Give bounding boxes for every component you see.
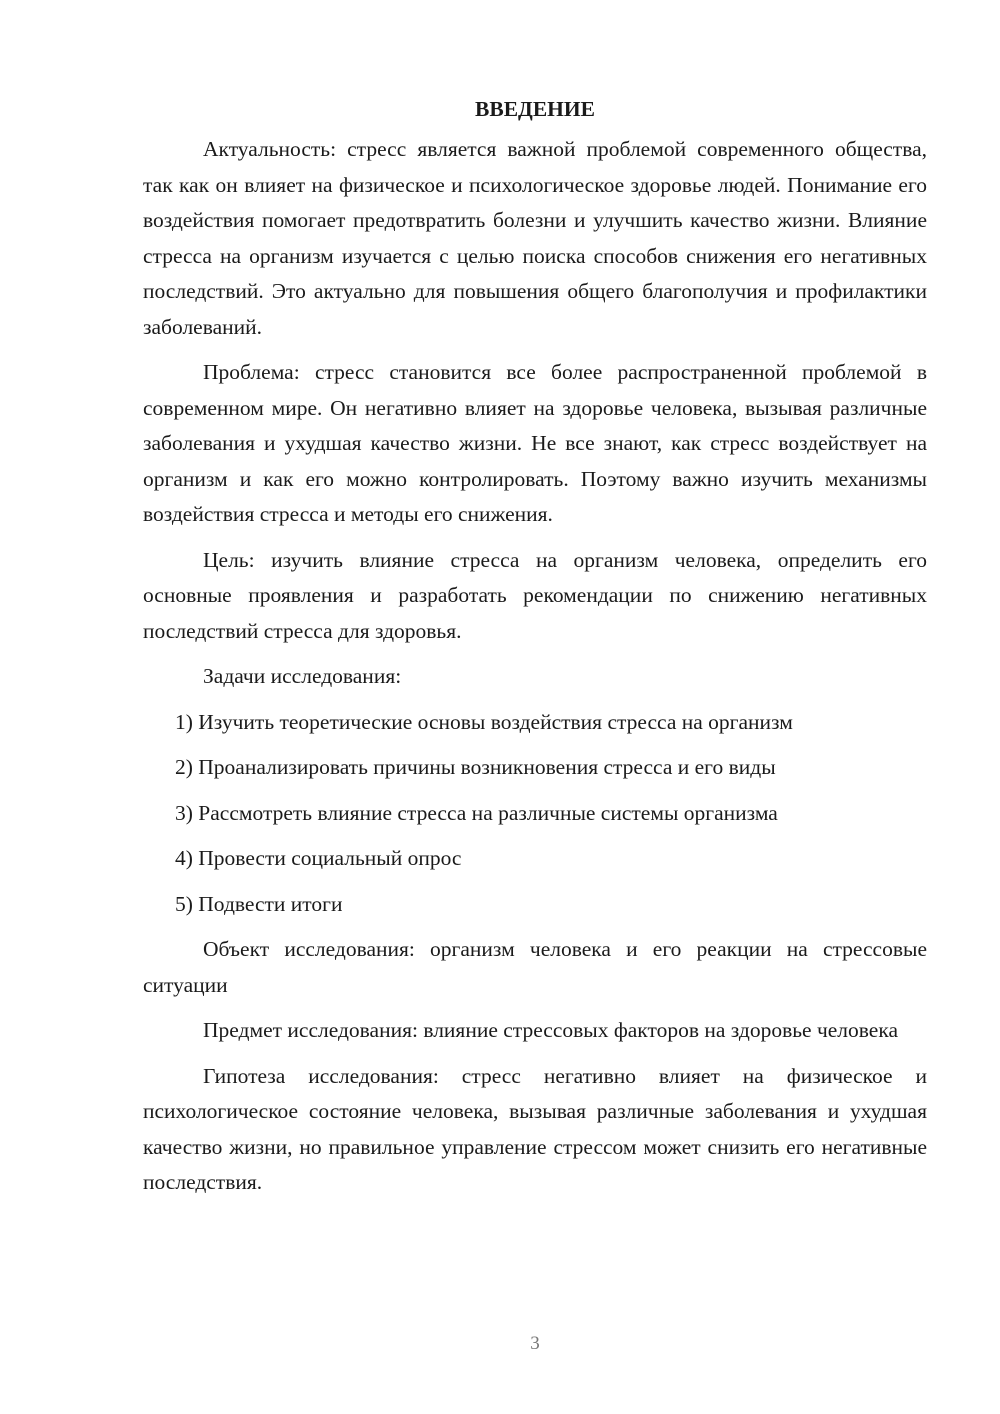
hypothesis-paragraph: Гипотеза исследования: стресс негативно влияет на физическое и психологическое состояние человека, вызывая различные заболевания и ухудшая качество жизни, но правильное управление стрессом может снизить его негативные последствия.	[143, 1063, 927, 1194]
problem-paragraph: Проблема: стресс становится все более распространенной проблемой в современном мире. Он негативно влияет на здоровье человека, вызывая различные заболевания и ухудшая качество жизни. Не все знают, как стресс воздействует на организм и как его можно контролировать. Поэтому важно изучить механизмы воздействия стресса и методы его снижения.	[143, 360, 927, 526]
task-item: 4) Провести социальный опрос	[175, 846, 462, 870]
task-item: 1) Изучить теоретические основы воздействия стресса на организм	[175, 709, 793, 734]
goal-paragraph: Цель: изучить влияние стресса на организм человека, определить его основные проявления и разработать рекомендации по снижению негативных последствий стресса для здоровья.	[143, 547, 927, 643]
tasks-heading: Задачи исследования:	[203, 664, 402, 688]
object-paragraph: Объект исследования: организм человека и его реакции на стрессовые ситуации	[143, 937, 927, 997]
page-number: 3	[530, 1333, 540, 1354]
task-item: 3) Рассмотреть влияние стресса на различные системы организма	[175, 800, 778, 825]
subject-paragraph: Предмет исследования: влияние стрессовых факторов на здоровье человека	[203, 1018, 899, 1042]
relevance-paragraph: Актуальность: стресс является важной проблемой современного общества, так как он влияет на физическое и психологическое здоровье людей. Понимание его воздействия помогает предотвратить болезни и улучшить качество жизни. Влияние стресса на организм изучается с целью поиска способов снижения его негативных последствий. Это актуально для повышения общего благополучия и профилактики заболеваний.	[143, 137, 927, 339]
task-item: 5) Подвести итоги	[175, 891, 343, 916]
page-content	[143, 92, 927, 1211]
task-item: 2) Проанализировать причины возникновения стресса и его виды	[175, 755, 776, 779]
page-title: ВВЕДЕНИЕ	[475, 97, 595, 121]
